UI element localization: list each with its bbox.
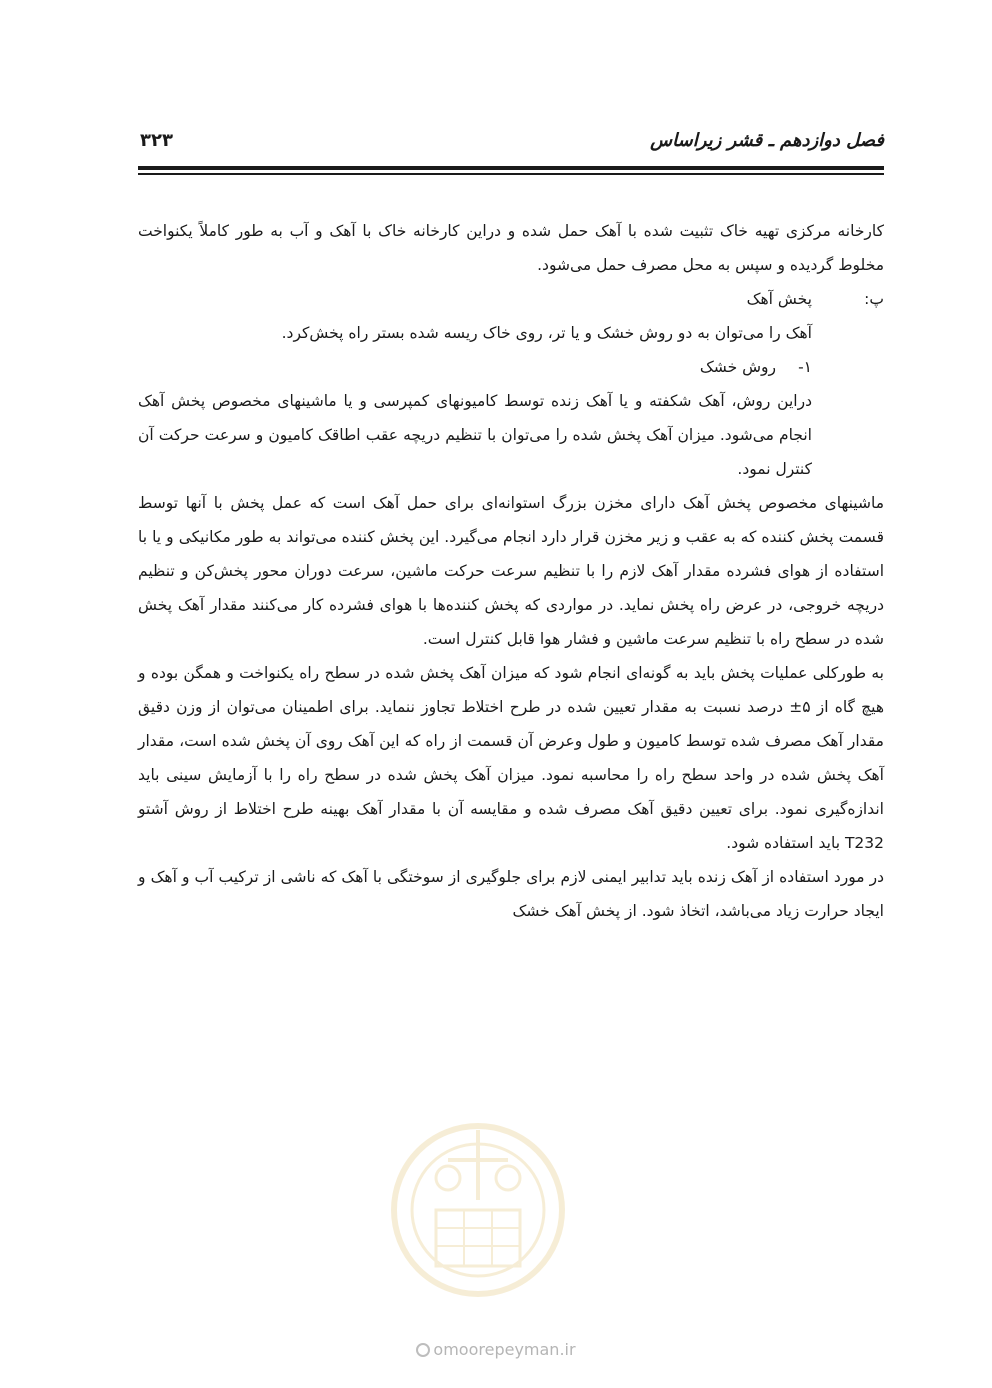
header-rule-thin xyxy=(138,173,884,175)
chapter-title: فصل دوازدهم ـ قشر زیراساس xyxy=(650,130,884,151)
watermark-url: omoorepeyman.ir xyxy=(433,1340,576,1359)
watermark-logo xyxy=(388,1060,568,1320)
header-rule-thick xyxy=(138,166,884,170)
paragraph: در مورد استفاده از آهک زنده باید تدابیر ایمنی لازم برای جلوگیری از سوختگی با آهک که ناشی از ترکیب آب و آهک و ایجاد حرارت زیاد می‌باشد، اتخاذ شود. از پخش آهک خشک xyxy=(138,868,884,920)
section-heading xyxy=(138,282,884,316)
subsection-title: روش خشک xyxy=(699,358,776,376)
subsection-heading xyxy=(138,350,884,384)
section-marker: پ: xyxy=(864,290,884,308)
paragraph: دراین روش، آهک شکفته و یا آهک زنده توسط کامیونهای کمپرسی و یا ماشینهای مخصوص پخش آهک انجام می‌شود. میزان آهک پخش شده را می‌توان با تنظیم دریچه عقب اطاقک کامیون و سرعت حرکت آن کنترل نمود. xyxy=(138,392,812,478)
paragraph: ماشینهای مخصوص پخش آهک دارای مخزن بزرگ استوانه‌ای برای حمل آهک است که عمل پخش با آنها توسط قسمت پخش کننده که به عقب و زیر مخزن قرار دارد انجام می‌گیرد. این پخش کننده می‌تواند به طور مکانیکی و یا با استفاده از هوای فشرده مقدار آهک لازم را با تنظیم سرعت حرکت ماشین، سرعت دوران محور پخش‌کن و تنظیم دریچه خروجی، در عرض راه پخش نماید. در مواردی که پخش کننده‌ها با هوای فشرده کار می‌کنند مقدار آهک پخش شده در سطح راه با تنظیم سرعت ماشین و فشار هوا قابل کنترل است. xyxy=(138,494,884,648)
paragraph: به طورکلی عملیات پخش باید به گونه‌ای انجام شود که میزان آهک پخش شده در سطح راه یکنواخت و همگن بوده و هیچ گاه از ۵± درصد نسبت به مقدار تعیین شده در طرح اختلاط تجاوز ننماید. برای اطمینان می‌توان از وزن دقیق مقدار آهک مصرف شده توسط کامیون و طول وعرض آن قسمت از راه که این آهک روی آن پخش شده است، مقدار آهک پخش شده در واحد سطح راه را محاسبه نمود. میزان آهک پخش شده در سطح راه را با آزمایش سینی باید اندازه‌گیری نمود. برای تعیین دقیق آهک مصرف شده و مقایسه آن با مقدار آهک بهینه طرح اختلاط از روش آشتو T232 باید استفاده شود. xyxy=(138,664,884,852)
body-text xyxy=(138,214,884,928)
paragraph: کارخانه مرکزی تهیه خاک تثبیت شده با آهک حمل شده و دراین کارخانه خاک با آهک و آب به طور کاملاً یکنواخت مخلوط گردیده و سپس به محل مصرف حمل می‌شود. xyxy=(138,222,884,274)
at-sign-icon xyxy=(416,1343,430,1357)
subsection-marker: ۱- xyxy=(798,358,812,376)
section-title: پخش آهک xyxy=(746,290,812,308)
page-number: ۳۲۳ xyxy=(140,130,173,151)
paragraph: آهک را می‌توان به دو روش خشک و یا تر، روی خاک ریسه شده بستر راه پخش‌کرد. xyxy=(281,324,812,342)
watermark-text xyxy=(0,1340,992,1359)
